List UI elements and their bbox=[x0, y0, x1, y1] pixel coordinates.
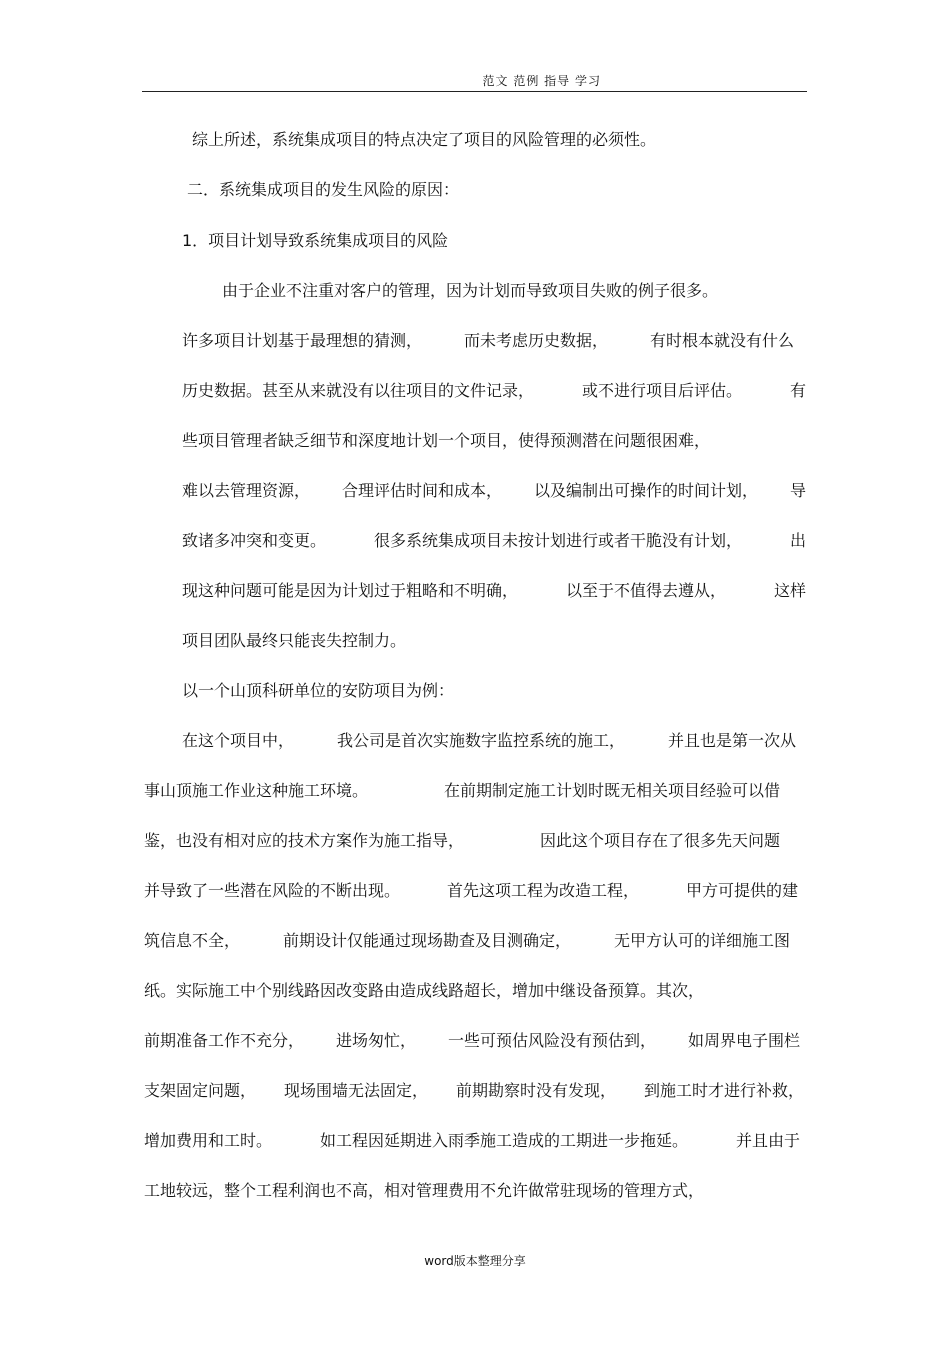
para2-line8 bbox=[144, 1080, 804, 1102]
text-segment: 在前期制定施工计划时既无相关项目经验可以借 bbox=[443, 781, 780, 800]
para1-line3 bbox=[182, 380, 806, 402]
text-segment: 到施工时才进行补救， bbox=[643, 1081, 804, 1100]
text-segment: 有 bbox=[789, 381, 806, 400]
text-segment: 鉴，也没有相对应的技术方案作为施工指导， bbox=[144, 831, 465, 850]
text-segment: 筑信息不全， bbox=[144, 931, 241, 950]
text-segment: 无甲方认可的详细施工图 bbox=[613, 931, 790, 950]
text-segment: 前期勘察时没有发现， bbox=[455, 1081, 616, 1100]
text-segment: 在这个项目中， bbox=[182, 731, 295, 750]
para2-line1 bbox=[182, 730, 796, 752]
item-one-heading: 1．项目计划导致系统集成项目的风险 bbox=[182, 231, 449, 250]
text-segment: 历史数据。甚至从来就没有以往项目的文件记录， bbox=[182, 381, 535, 400]
para1-line4: 些项目管理者缺乏细节和深度地计划一个项目，使得预测潜在问题很困难， bbox=[182, 431, 711, 450]
text-segment: 一些可预估风险没有预估到， bbox=[447, 1031, 656, 1050]
text-segment: 出 bbox=[789, 531, 806, 550]
header-text: 范文 范例 指导 学习 bbox=[482, 74, 601, 88]
text-segment: 现场围墙无法固定， bbox=[283, 1081, 428, 1100]
text-segment: 增加费用和工时。 bbox=[144, 1131, 273, 1150]
text-segment: 并且由于 bbox=[735, 1131, 800, 1150]
text-segment: 现这种问题可能是因为计划过于粗略和不明确， bbox=[182, 581, 519, 600]
para2-line4 bbox=[144, 880, 798, 902]
para2-line5 bbox=[144, 930, 790, 952]
text-segment: 如工程因延期进入雨季施工造成的工期进一步拖延。 bbox=[319, 1131, 688, 1150]
para1-line6 bbox=[182, 530, 806, 552]
text-segment: 进场匆忙， bbox=[335, 1031, 416, 1050]
summary-line: 综上所述，系统集成项目的特点决定了项目的风险管理的必须性。 bbox=[192, 130, 657, 149]
text-segment: 致诸多冲突和变更。 bbox=[182, 531, 327, 550]
text-segment: 首先这项工程为改造工程， bbox=[446, 881, 639, 900]
text-segment: 而未考虑历史数据， bbox=[463, 331, 608, 350]
para2-line2 bbox=[144, 780, 780, 802]
para1-line7 bbox=[182, 580, 806, 602]
text-segment: 合理评估时间和成本， bbox=[341, 481, 502, 500]
text-segment: 很多系统集成项目未按计划进行或者干脆没有计划， bbox=[373, 531, 742, 550]
text-segment: 有时根本就没有什么 bbox=[649, 331, 794, 350]
text-segment: 这样 bbox=[773, 581, 806, 600]
text-segment: 或不进行项目后评估。 bbox=[581, 381, 742, 400]
text-segment: 如周界电子围栏 bbox=[687, 1031, 800, 1050]
section-two-heading: 二．系统集成项目的发生风险的原因： bbox=[187, 180, 460, 199]
text-segment: 难以去管理资源， bbox=[182, 481, 311, 500]
text-segment: 前期准备工作不充分， bbox=[144, 1031, 305, 1050]
text-segment: 甲方可提供的建 bbox=[685, 881, 798, 900]
text-segment: 并导致了一些潜在风险的不断出现。 bbox=[144, 881, 401, 900]
page-header bbox=[142, 66, 807, 92]
para1-line1: 由于企业不注重对客户的管理，因为计划而导致项目失败的例子很多。 bbox=[222, 281, 719, 300]
para2-line9 bbox=[144, 1130, 800, 1152]
para1-line8: 项目团队最终只能丧失控制力。 bbox=[182, 631, 407, 650]
para2-line10: 工地较远，整个工程利润也不高，相对管理费用不允许做常驻现场的管理方式， bbox=[144, 1181, 705, 1200]
para1-line2 bbox=[182, 330, 794, 352]
text-segment: 并且也是第一次从 bbox=[667, 731, 796, 750]
text-segment: 我公司是首次实施数字监控系统的施工， bbox=[336, 731, 625, 750]
para2-line7 bbox=[144, 1030, 800, 1052]
text-segment: 以及编制出可操作的时间计划， bbox=[533, 481, 758, 500]
text-segment: 前期设计仅能通过现场勘查及目测确定， bbox=[282, 931, 571, 950]
text-segment: 支架固定问题， bbox=[144, 1081, 257, 1100]
example-intro: 以一个山顶科研单位的安防项目为例： bbox=[182, 681, 455, 700]
text-segment: 许多项目计划基于最理想的猜测， bbox=[182, 331, 423, 350]
para1-line5 bbox=[182, 480, 806, 502]
page-footer: word版本整理分享 bbox=[424, 1254, 526, 1268]
text-segment: 因此这个项目存在了很多先天问题 bbox=[539, 831, 780, 850]
para2-line3 bbox=[144, 830, 780, 852]
para2-line6: 纸。实际施工中个别线路因改变路由造成线路超长，增加中继设备预算。其次， bbox=[144, 981, 705, 1000]
text-segment: 以至于不值得去遵从， bbox=[565, 581, 726, 600]
text-segment: 事山顶施工作业这种施工环境。 bbox=[144, 781, 369, 800]
text-segment: 导 bbox=[789, 481, 806, 500]
